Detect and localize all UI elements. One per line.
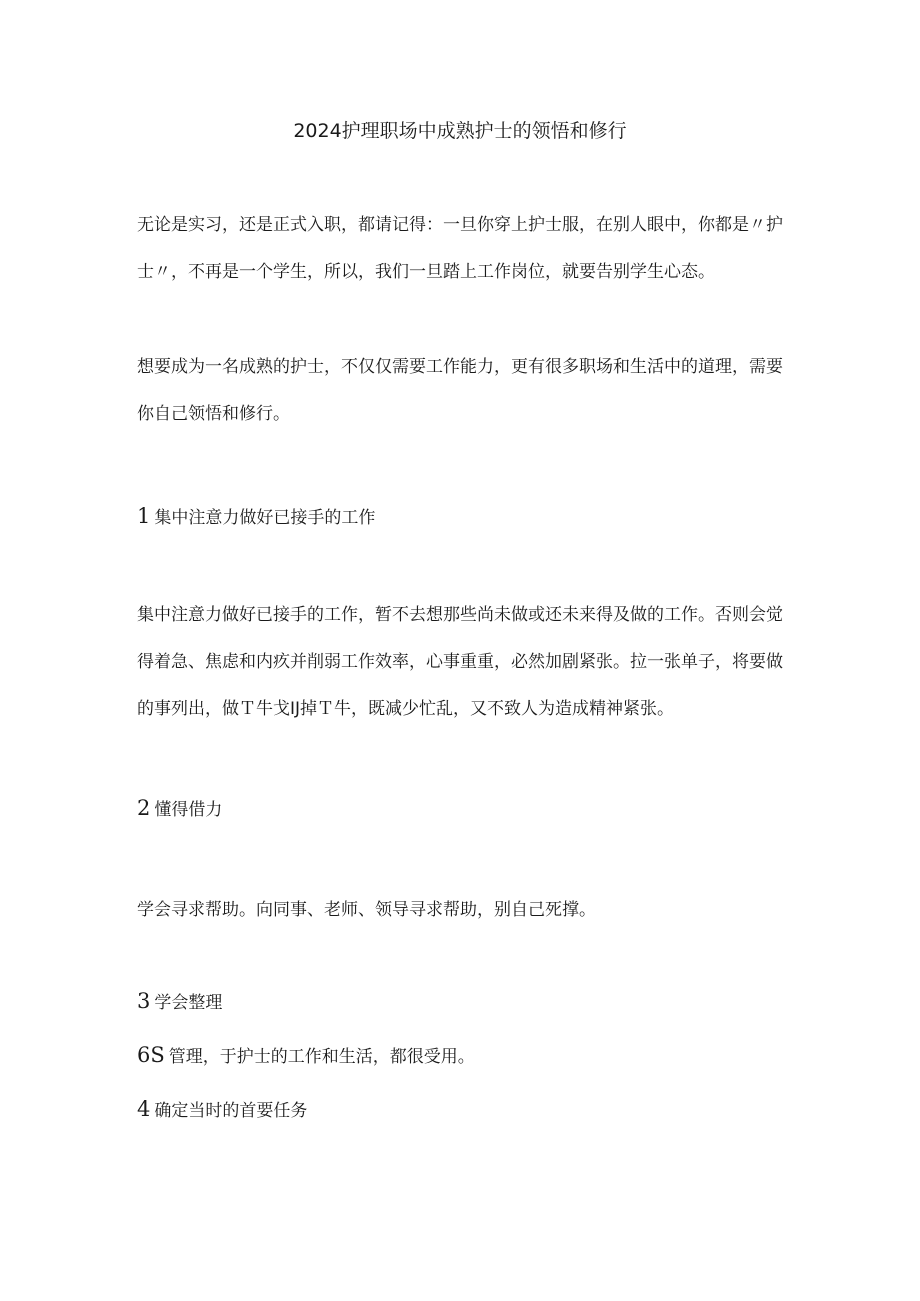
section-number: 4 xyxy=(137,1097,151,1121)
section-number: 2 xyxy=(137,796,151,820)
document-title: 2024护理职场中成熟护士的领悟和修行 xyxy=(293,120,627,142)
section-body-2: 学会寻求帮助。向同事、老师、领导寻求帮助，别自己死撑。 xyxy=(137,900,596,920)
section-heading-2 xyxy=(137,793,797,825)
body-prefix: 6S xyxy=(137,1043,165,1067)
section-heading-4 xyxy=(137,1094,797,1126)
section-body-3 xyxy=(137,1040,797,1072)
intro-paragraph-1: 无论是实习，还是正式入职，都请记得：一旦你穿上护士服，在别人眼中，你都是〃护士〃，不再是一个学生，所以，我们一旦踏上工作岗位，就要告别学生心态。 xyxy=(137,215,783,282)
section-heading-text: 懂得借力 xyxy=(154,800,223,820)
intro-paragraph-2: 想要成为一名成熟的护士，不仅仅需要工作能力，更有很多职场和生活中的道理，需要你自己领悟和修行。 xyxy=(137,357,783,424)
section-heading-text: 集中注意力做好已接手的工作 xyxy=(154,508,376,528)
body-text: 管理，于护士的工作和生活，都很受用。 xyxy=(168,1047,475,1067)
section-heading-text: 学会整理 xyxy=(154,993,223,1013)
section-number: 3 xyxy=(137,989,151,1013)
section-heading-text: 确定当时的首要任务 xyxy=(154,1101,308,1121)
section-body-1: 集中注意力做好已接手的工作，暂不去想那些尚未做或还未来得及做的工作。否则会觉得着急、焦虑和内疚并削弱工作效率，心事重重，必然加剧紧张。拉一张单子，将要做的事列出，做Ｔ牛戈IJ掉Ｔ牛，既减少忙乱，又不致人为造成精神紧张。 xyxy=(137,605,783,719)
section-heading-1 xyxy=(137,501,797,533)
section-number: 1 xyxy=(137,504,151,528)
section-heading-3 xyxy=(137,986,797,1018)
